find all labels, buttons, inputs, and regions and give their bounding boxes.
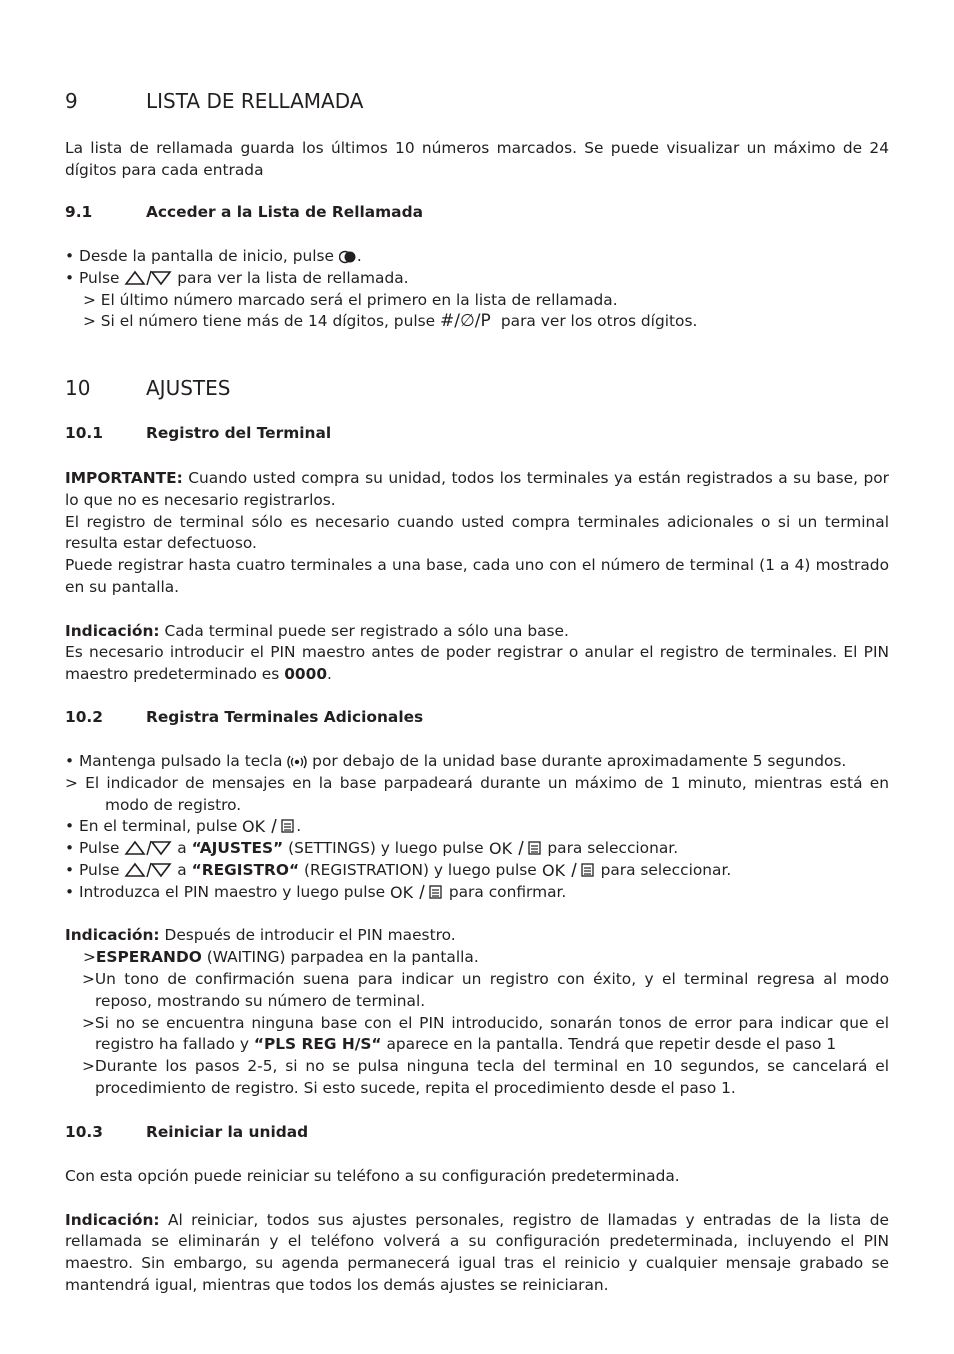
menu-name: “AJUSTES” (191, 839, 284, 858)
list-text: • Pulse (65, 860, 125, 879)
section-title: AJUSTES (146, 376, 231, 400)
paragraph-text: Al reiniciar, todos sus ajustes personales, registro de llamadas y entradas de la lista de rellamada se eliminarán y el teléfono volverá a su configuración predeterminada, incluyendo el PIN maestro. Sin embargo, su agenda permanecerá igual tras el reinicio y cualquier mensaje grabado se mantendrá igual, mientras que todos los demás ajustes se reiniciaran. (65, 1210, 889, 1294)
section-title: LISTA DE RELLAMADA (146, 89, 364, 113)
paragraph (65, 621, 889, 643)
list-text: aparece en la pantalla. Tendrá que repetir desde el paso 1 (381, 1035, 837, 1054)
subsection-10-1-heading (65, 424, 331, 442)
default-pin: 0000 (284, 665, 328, 684)
list-text: • Introduzca el PIN maestro y luego pulse (65, 882, 390, 901)
section-10-heading (65, 376, 230, 400)
svg-text:OK: OK (541, 861, 565, 878)
ok-menu-key-icon (242, 818, 296, 834)
list-text: • En el terminal, pulse (65, 817, 243, 836)
important-label: IMPORTANTE: (65, 469, 183, 487)
redial-key-icon (339, 250, 357, 264)
status-text: “PLS REG H/S“ (253, 1035, 382, 1054)
paragraph: Con esta opción puede reiniciar su teléfono a su configuración predeterminada. (65, 1167, 680, 1185)
list-item (65, 1013, 889, 1057)
list-item (65, 838, 889, 860)
section-number: 10 (65, 376, 91, 400)
list-item: >Un tono de confirmación suena para indicar un registro con éxito, y el terminal regresa al modo reposo, mostrando su número de terminal. (82, 969, 889, 1010)
subsection-title: Reiniciar la unidad (146, 1123, 309, 1141)
list-text: a (172, 839, 192, 858)
status-text: ESPERANDO (95, 948, 202, 967)
list-item (65, 947, 889, 969)
list-item (65, 751, 889, 773)
list-item (65, 311, 889, 333)
list-item (65, 246, 889, 268)
subsection-title: Registra Terminales Adicionales (146, 708, 424, 726)
subsection-number: 10.3 (65, 1123, 103, 1141)
list-item (65, 816, 889, 838)
subsection-number: 10.2 (65, 708, 103, 726)
paragraph-text: Después de introducir el PIN maestro. (159, 926, 456, 945)
paragraph (65, 1210, 889, 1297)
section-10-2-steps (65, 751, 889, 1100)
list-item: > El último número marcado será el primero en la lista de rellamada. (83, 290, 618, 309)
paragraph (65, 468, 889, 512)
paragraph: El registro de terminal sólo es necesario cuando usted compra terminales adicionales o si un terminal resulta estar defectuoso. (65, 512, 889, 553)
subsection-number: 9.1 (65, 203, 93, 221)
list-text: para ver los otros dígitos. (496, 312, 698, 331)
list-text: • Pulse (65, 839, 125, 858)
list-text: (WAITING) parpadea en la pantalla. (201, 948, 479, 967)
paragraph-text: Cuando usted compra su unidad, todos los terminales ya están registrados a su base, por lo que no es necesario registrarlos. (65, 469, 889, 509)
section-10-3-body (65, 1166, 889, 1297)
list-text: (REGISTRATION) y luego pulse (299, 860, 542, 879)
ok-menu-key-icon (390, 884, 444, 900)
list-item: > El indicador de mensajes en la base parpadeará durante un máximo de 1 minuto, mientras está en modo de registro. (65, 773, 889, 814)
paragraph-text: . (327, 665, 332, 684)
hash-zero-p-key-icon (440, 311, 496, 329)
subsection-number: 10.1 (65, 424, 103, 442)
list-text: . (296, 817, 302, 836)
up-down-arrow-icon (124, 270, 172, 286)
paragraph-text: Es necesario introducir el PIN maestro antes de poder registrar o anular el registro de terminales. El PIN maestro predeterminado es (65, 643, 889, 684)
up-down-arrow-icon (124, 840, 172, 856)
list-item (65, 268, 889, 290)
paragraph (65, 642, 889, 686)
list-text: • Desde la pantalla de inicio, pulse (65, 247, 339, 265)
subsection-10-2-heading (65, 708, 423, 726)
list-text: > (83, 948, 96, 967)
ok-menu-key-icon (542, 862, 596, 878)
paragraph (65, 925, 889, 947)
list-text: • Mantenga pulsado la tecla (65, 752, 288, 770)
list-text: > Si el número tiene más de 14 dígitos, pulse (83, 312, 440, 331)
list-text: por debajo de la unidad base durante aproximadamente 5 segundos. (307, 752, 847, 770)
note-label: Indicación: (65, 1210, 160, 1229)
subsection-10-3-heading (65, 1123, 308, 1141)
svg-text:OK: OK (242, 818, 266, 835)
subsection-title: Acceder a la Lista de Rellamada (146, 203, 423, 221)
list-item (65, 860, 889, 882)
paragraph: Puede registrar hasta cuatro terminales a una base, cada uno con el número de terminal (1 a 4) mostrado en su pantalla. (65, 556, 889, 596)
paragraph-text: Cada terminal puede ser registrado a sólo una base. (159, 621, 569, 640)
list-text: para confirmar. (443, 882, 567, 901)
up-down-arrow-icon (124, 862, 172, 878)
list-text: para seleccionar. (542, 839, 679, 858)
section-9-1-steps (65, 246, 889, 333)
section-number: 9 (65, 89, 78, 113)
note-label: Indicación: (65, 621, 160, 640)
section-10-1-body (65, 468, 889, 686)
section-9-heading (65, 89, 363, 113)
list-text: . (356, 247, 362, 265)
menu-name: “REGISTRO“ (191, 860, 300, 879)
svg-text:#/∅/P: #/∅/P (440, 311, 491, 330)
list-text: • Pulse (65, 268, 125, 287)
list-text: para ver la lista de rellamada. (172, 268, 409, 287)
list-item (65, 882, 889, 904)
svg-text:OK: OK (389, 883, 414, 900)
ok-menu-key-icon (489, 840, 543, 856)
paging-key-icon (287, 755, 307, 769)
list-text: para seleccionar. (595, 860, 732, 879)
section-9-intro: La lista de rellamada guarda los últimos 10 números marcados. Se puede visualizar un máximo de 24 dígitos para cada entrada (65, 139, 889, 179)
subsection-title: Registro del Terminal (146, 424, 332, 442)
subsection-9-1-heading (65, 203, 423, 221)
list-text: a (172, 860, 192, 879)
list-item: >Durante los pasos 2-5, si no se pulsa ninguna tecla del terminal en 10 segundos, se cancelará el procedimiento de registro. Si esto sucede, repita el procedimiento desde el paso 1. (82, 1057, 889, 1097)
list-text: (SETTINGS) y luego pulse (283, 839, 489, 858)
note-label: Indicación: (65, 926, 160, 945)
svg-text:OK: OK (488, 840, 512, 857)
list-text: >Si no se encuentra ninguna base con el PIN introducido, sonarán tonos de error para indicar que el registro ha fallado y (82, 1013, 889, 1054)
